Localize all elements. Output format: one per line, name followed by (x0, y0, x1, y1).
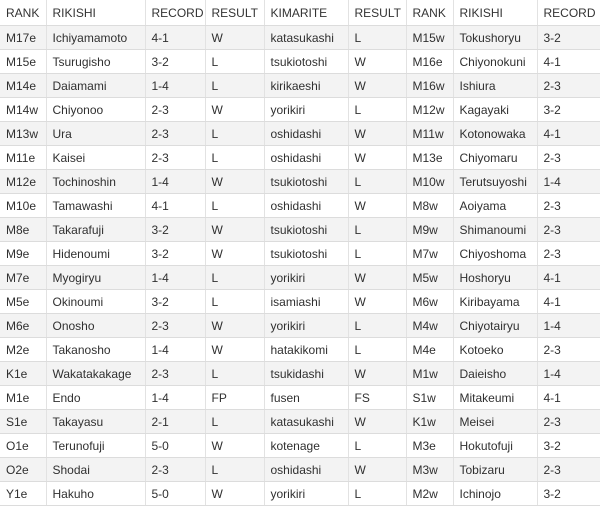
column-header-record-east: RECORD (145, 0, 205, 26)
cell-rank-east: M10e (0, 194, 46, 218)
cell-record-east: 2-3 (145, 146, 205, 170)
cell-record-west: 2-3 (537, 146, 600, 170)
cell-record-west: 4-1 (537, 266, 600, 290)
cell-kimarite: yorikiri (264, 314, 348, 338)
cell-result-west: L (348, 482, 406, 506)
cell-rank-east: M17e (0, 26, 46, 50)
cell-rikishi-east: Ura (46, 122, 145, 146)
cell-rikishi-east: Wakatakakage (46, 362, 145, 386)
cell-record-west: 3-2 (537, 434, 600, 458)
cell-result-east: L (205, 146, 264, 170)
table-row (0, 50, 600, 74)
cell-record-east: 2-3 (145, 98, 205, 122)
cell-kimarite: tsukiotoshi (264, 218, 348, 242)
cell-rikishi-east: Chiyonoo (46, 98, 145, 122)
cell-record-west: 1-4 (537, 170, 600, 194)
cell-rank-east: M7e (0, 266, 46, 290)
cell-kimarite: katasukashi (264, 410, 348, 434)
cell-rikishi-east: Endo (46, 386, 145, 410)
cell-result-east: W (205, 338, 264, 362)
column-header-result-east: RESULT (205, 0, 264, 26)
table-row (0, 410, 600, 434)
cell-kimarite: tsukiotoshi (264, 170, 348, 194)
cell-rank-east: O1e (0, 434, 46, 458)
cell-rikishi-west: Kotonowaka (453, 122, 537, 146)
cell-kimarite: yorikiri (264, 266, 348, 290)
cell-rank-west: M10w (406, 170, 453, 194)
cell-rank-west: M13e (406, 146, 453, 170)
cell-rikishi-west: Ichinojo (453, 482, 537, 506)
cell-record-east: 1-4 (145, 74, 205, 98)
cell-record-east: 3-2 (145, 242, 205, 266)
cell-rank-east: M12e (0, 170, 46, 194)
column-header-rikishi-west: RIKISHI (453, 0, 537, 26)
cell-record-east: 2-3 (145, 314, 205, 338)
column-header-record-west: RECORD (537, 0, 600, 26)
cell-rank-east: S1e (0, 410, 46, 434)
cell-record-east: 3-2 (145, 50, 205, 74)
cell-rikishi-east: Tsurugisho (46, 50, 145, 74)
table-row (0, 122, 600, 146)
cell-kimarite: kirikaeshi (264, 74, 348, 98)
cell-kimarite: hatakikomi (264, 338, 348, 362)
cell-record-east: 4-1 (145, 26, 205, 50)
cell-record-west: 4-1 (537, 386, 600, 410)
cell-rikishi-east: Takanosho (46, 338, 145, 362)
cell-result-west: L (348, 314, 406, 338)
table-row (0, 290, 600, 314)
cell-kimarite: tsukiotoshi (264, 50, 348, 74)
table-body (0, 26, 600, 506)
cell-rikishi-east: Takayasu (46, 410, 145, 434)
cell-record-west: 1-4 (537, 362, 600, 386)
cell-rikishi-west: Terutsuyoshi (453, 170, 537, 194)
cell-rikishi-west: Shimanoumi (453, 218, 537, 242)
table-row (0, 458, 600, 482)
cell-rikishi-east: Ichiyamamoto (46, 26, 145, 50)
cell-rikishi-east: Okinoumi (46, 290, 145, 314)
cell-kimarite: oshidashi (264, 122, 348, 146)
table-row (0, 362, 600, 386)
table-row (0, 194, 600, 218)
cell-kimarite: oshidashi (264, 458, 348, 482)
cell-result-west: W (348, 50, 406, 74)
cell-result-west: L (348, 26, 406, 50)
cell-rank-east: M2e (0, 338, 46, 362)
cell-rikishi-west: Kotoeko (453, 338, 537, 362)
cell-result-east: L (205, 266, 264, 290)
cell-result-west: W (348, 74, 406, 98)
cell-record-east: 1-4 (145, 170, 205, 194)
cell-record-west: 2-3 (537, 74, 600, 98)
cell-rank-west: M11w (406, 122, 453, 146)
cell-rikishi-west: Chiyomaru (453, 146, 537, 170)
table-row (0, 98, 600, 122)
cell-rikishi-east: Takarafuji (46, 218, 145, 242)
cell-result-east: W (205, 218, 264, 242)
cell-kimarite: yorikiri (264, 482, 348, 506)
cell-result-west: L (348, 218, 406, 242)
cell-rank-east: M14e (0, 74, 46, 98)
cell-rank-west: M8w (406, 194, 453, 218)
table-row (0, 314, 600, 338)
cell-rank-west: M6w (406, 290, 453, 314)
cell-result-east: L (205, 50, 264, 74)
cell-rikishi-west: Tobizaru (453, 458, 537, 482)
cell-result-east: W (205, 26, 264, 50)
cell-record-west: 2-3 (537, 338, 600, 362)
cell-record-west: 2-3 (537, 410, 600, 434)
cell-record-west: 4-1 (537, 290, 600, 314)
cell-kimarite: yorikiri (264, 98, 348, 122)
column-header-rikishi-east: RIKISHI (46, 0, 145, 26)
cell-kimarite: tsukiotoshi (264, 242, 348, 266)
column-header-result-west: RESULT (348, 0, 406, 26)
cell-result-east: L (205, 410, 264, 434)
cell-record-west: 3-2 (537, 482, 600, 506)
cell-record-west: 2-3 (537, 218, 600, 242)
cell-record-east: 1-4 (145, 338, 205, 362)
cell-rank-west: M9w (406, 218, 453, 242)
cell-result-west: L (348, 434, 406, 458)
cell-result-east: W (205, 98, 264, 122)
column-header-rank-west: RANK (406, 0, 453, 26)
cell-rank-east: O2e (0, 458, 46, 482)
table-row (0, 482, 600, 506)
cell-record-west: 1-4 (537, 314, 600, 338)
cell-rikishi-west: Kagayaki (453, 98, 537, 122)
cell-record-west: 4-1 (537, 122, 600, 146)
cell-record-east: 3-2 (145, 218, 205, 242)
cell-rank-east: M6e (0, 314, 46, 338)
cell-rikishi-east: Tochinoshin (46, 170, 145, 194)
table-row (0, 242, 600, 266)
cell-rank-west: M16w (406, 74, 453, 98)
cell-rikishi-west: Hoshoryu (453, 266, 537, 290)
table-row (0, 434, 600, 458)
cell-rank-west: M12w (406, 98, 453, 122)
cell-rank-west: M4e (406, 338, 453, 362)
cell-rank-east: M14w (0, 98, 46, 122)
cell-record-east: 4-1 (145, 194, 205, 218)
cell-rank-west: K1w (406, 410, 453, 434)
cell-rank-west: S1w (406, 386, 453, 410)
cell-result-west: W (348, 122, 406, 146)
cell-kimarite: katasukashi (264, 26, 348, 50)
table-header (0, 0, 600, 26)
cell-rikishi-east: Hidenoumi (46, 242, 145, 266)
cell-rank-west: M4w (406, 314, 453, 338)
cell-result-west: FS (348, 386, 406, 410)
cell-rank-east: Y1e (0, 482, 46, 506)
cell-rank-west: M5w (406, 266, 453, 290)
cell-rikishi-east: Shodai (46, 458, 145, 482)
cell-rikishi-east: Hakuho (46, 482, 145, 506)
cell-result-east: W (205, 434, 264, 458)
cell-record-east: 1-4 (145, 386, 205, 410)
cell-result-west: W (348, 410, 406, 434)
cell-rank-east: M5e (0, 290, 46, 314)
table-row (0, 386, 600, 410)
cell-rank-east: M15e (0, 50, 46, 74)
cell-rank-west: M7w (406, 242, 453, 266)
table-row (0, 26, 600, 50)
cell-result-east: W (205, 314, 264, 338)
cell-rikishi-west: Chiyonokuni (453, 50, 537, 74)
cell-rikishi-west: Daieisho (453, 362, 537, 386)
table-row (0, 170, 600, 194)
cell-record-east: 3-2 (145, 290, 205, 314)
cell-rank-west: M3w (406, 458, 453, 482)
cell-record-west: 2-3 (537, 194, 600, 218)
cell-kimarite: isamiashi (264, 290, 348, 314)
column-header-kimarite: KIMARITE (264, 0, 348, 26)
cell-rikishi-west: Hokutofuji (453, 434, 537, 458)
cell-record-east: 5-0 (145, 482, 205, 506)
cell-rikishi-east: Kaisei (46, 146, 145, 170)
cell-result-east: W (205, 242, 264, 266)
cell-rikishi-west: Chiyotairyu (453, 314, 537, 338)
cell-kimarite: tsukidashi (264, 362, 348, 386)
table-row (0, 74, 600, 98)
cell-rank-east: M8e (0, 218, 46, 242)
table-row (0, 266, 600, 290)
cell-result-east: L (205, 74, 264, 98)
cell-result-west: W (348, 146, 406, 170)
header-row (0, 0, 600, 26)
cell-result-west: L (348, 98, 406, 122)
cell-rank-west: M1w (406, 362, 453, 386)
cell-rikishi-west: Tokushoryu (453, 26, 537, 50)
cell-rikishi-west: Chiyoshoma (453, 242, 537, 266)
cell-result-west: W (348, 290, 406, 314)
cell-result-west: L (348, 338, 406, 362)
cell-kimarite: oshidashi (264, 146, 348, 170)
cell-result-east: L (205, 362, 264, 386)
table-row (0, 338, 600, 362)
cell-rikishi-east: Terunofuji (46, 434, 145, 458)
cell-kimarite: fusen (264, 386, 348, 410)
cell-record-west: 2-3 (537, 458, 600, 482)
cell-rikishi-east: Myogiryu (46, 266, 145, 290)
cell-result-east: L (205, 194, 264, 218)
cell-rikishi-east: Daiamami (46, 74, 145, 98)
cell-rank-east: M13w (0, 122, 46, 146)
cell-rank-west: M2w (406, 482, 453, 506)
cell-kimarite: kotenage (264, 434, 348, 458)
cell-record-east: 5-0 (145, 434, 205, 458)
cell-result-west: W (348, 194, 406, 218)
cell-rank-east: K1e (0, 362, 46, 386)
cell-result-west: W (348, 266, 406, 290)
cell-record-east: 2-3 (145, 458, 205, 482)
cell-rank-east: M1e (0, 386, 46, 410)
cell-kimarite: oshidashi (264, 194, 348, 218)
cell-record-east: 2-3 (145, 362, 205, 386)
cell-record-west: 4-1 (537, 50, 600, 74)
cell-result-west: L (348, 242, 406, 266)
cell-rikishi-west: Kiribayama (453, 290, 537, 314)
cell-rikishi-east: Onosho (46, 314, 145, 338)
cell-record-west: 3-2 (537, 26, 600, 50)
cell-result-west: W (348, 362, 406, 386)
cell-result-east: W (205, 482, 264, 506)
table-row (0, 146, 600, 170)
cell-rikishi-west: Mitakeumi (453, 386, 537, 410)
cell-rikishi-west: Meisei (453, 410, 537, 434)
cell-rank-east: M9e (0, 242, 46, 266)
cell-record-east: 2-3 (145, 122, 205, 146)
column-header-rank-east: RANK (0, 0, 46, 26)
cell-result-east: FP (205, 386, 264, 410)
table-row (0, 218, 600, 242)
cell-result-west: W (348, 458, 406, 482)
cell-result-east: L (205, 458, 264, 482)
cell-rank-west: M3e (406, 434, 453, 458)
cell-record-west: 3-2 (537, 98, 600, 122)
cell-result-east: L (205, 122, 264, 146)
cell-record-west: 2-3 (537, 242, 600, 266)
cell-result-east: W (205, 170, 264, 194)
cell-rikishi-east: Tamawashi (46, 194, 145, 218)
cell-rank-east: M11e (0, 146, 46, 170)
cell-rank-west: M16e (406, 50, 453, 74)
cell-rikishi-west: Ishiura (453, 74, 537, 98)
cell-rikishi-west: Aoiyama (453, 194, 537, 218)
cell-record-east: 2-1 (145, 410, 205, 434)
cell-rank-west: M15w (406, 26, 453, 50)
cell-result-east: L (205, 290, 264, 314)
cell-record-east: 1-4 (145, 266, 205, 290)
cell-result-west: L (348, 170, 406, 194)
